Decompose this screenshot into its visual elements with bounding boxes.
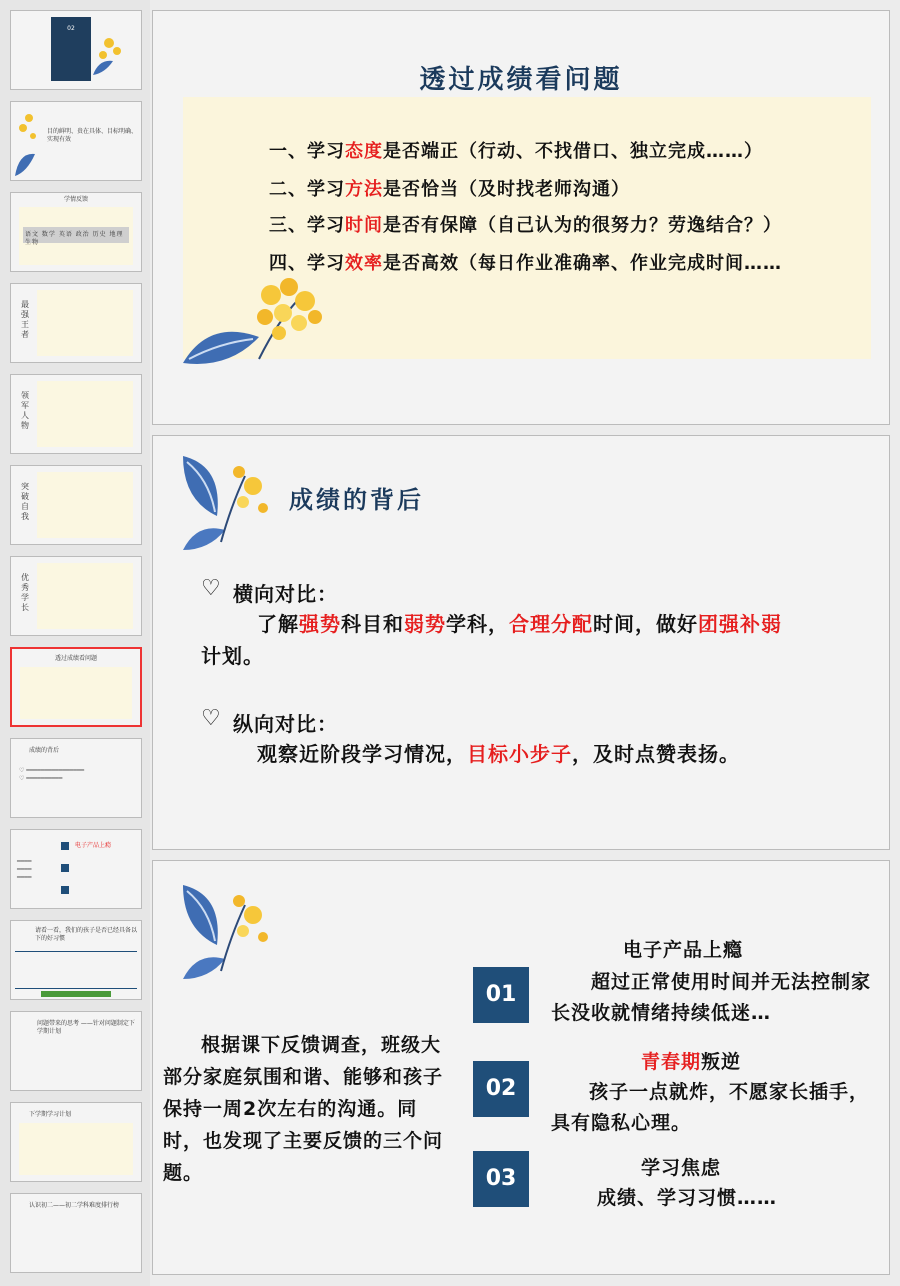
thumbnail-vertical-text: 最强王者 — [21, 300, 29, 339]
thumbnail-7[interactable] — [10, 556, 142, 636]
thumbnail-1[interactable] — [10, 10, 142, 90]
subject-row — [23, 227, 129, 246]
thumbnail-2[interactable] — [10, 101, 142, 181]
number-box-3: 03 — [473, 1151, 529, 1207]
thumbnail-14[interactable] — [10, 1193, 142, 1273]
issue-body-1: 超过正常使用时间并无法控制家长没收就情绪持续低迷… — [551, 971, 872, 1024]
issue-item-3: 三、学习时间是否有保障（自己认为的很努力？劳逸结合？） — [269, 215, 782, 236]
thumbnail-title: 下学期学习计划 — [29, 1111, 72, 1118]
slide-feedback-survey[interactable] — [152, 860, 890, 1275]
slide-transparent-grades[interactable] — [152, 10, 890, 425]
thumbnail-vertical-text: 突破自我 — [21, 482, 29, 521]
heart-icon: ♡ — [201, 576, 221, 601]
number-box-2: 02 — [473, 1061, 529, 1117]
vertical-compare-heading: 纵向对比： — [233, 712, 338, 736]
thumbnail-title: 学情反馈 — [63, 196, 88, 203]
slide-behind-grades[interactable] — [152, 435, 890, 850]
slide-title: 透过成绩看问题 — [419, 65, 623, 95]
thumbnail-9[interactable]: 成绩的背后 ♡ ━━━━━━━━━━━━━━━━ ♡ ━━━━━━━━━━ — [10, 738, 142, 818]
slide-thumbnail-panel — [0, 0, 150, 1286]
thumbnail-8-active[interactable] — [10, 647, 142, 727]
flower-icon — [13, 106, 43, 178]
thumbnail-title: 请看一看，我们的孩子是否已经具备以下的好习惯 — [35, 927, 138, 942]
issue-title-3: 学习焦虑 — [641, 1157, 722, 1179]
issue-title-2: 青春期叛逆 — [641, 1051, 742, 1073]
slide-title: 成绩的背后 — [289, 486, 424, 514]
thumbnail-vertical-text: 优秀学长 — [21, 573, 29, 612]
thumbnail-3[interactable] — [10, 192, 142, 272]
issue-item-2: 二、学习方法是否恰当（及时找老师沟通） — [269, 179, 630, 200]
subject-list: 语文 数学 英语 政治 历史 地理 生物 — [25, 231, 124, 246]
thumbnail-title: 认识初二——初二学科难度排行榜 — [29, 1202, 120, 1209]
number-box-1: 01 — [473, 967, 529, 1023]
survey-summary: 根据课下反馈调查，班级大部分家庭氛围和谐、能够和孩子保持一周2次左右的沟通。同时，也发现了主要反馈的三个问题。 — [163, 1034, 444, 1184]
thumbnail-title: 电子产品上瘾 — [75, 842, 112, 849]
flower-icon — [89, 29, 129, 79]
thumbnail-title: 成绩的背后 — [29, 747, 60, 754]
cover-number: 02 — [67, 25, 75, 32]
issue-item-4: 四、学习效率是否高效（每日作业准确率、作业完成时间…… — [269, 253, 782, 274]
thumbnail-10[interactable]: 电子产品上瘾 ━━━━ ━━━━ ━━━━ — [10, 829, 142, 909]
thumbnail-title: 问题带来的思考 ——针对问题制定下学期计划 — [37, 1020, 135, 1035]
thumbnail-text: 目的鲜明、贵在具体、目标明确、实现有效 — [47, 128, 138, 143]
vertical-compare-text: 观察近阶段学习情况，目标小步子，及时点赞表扬。 — [257, 742, 740, 766]
horizontal-compare-text-cont: 计划。 — [201, 644, 264, 668]
issue-item-1: 一、学习态度是否端正（行动、不找借口、独立完成……） — [269, 141, 763, 162]
heart-icon: ♡ — [201, 706, 221, 731]
thumbnail-13[interactable] — [10, 1102, 142, 1182]
issue-title-1: 电子产品上瘾 — [623, 939, 744, 961]
thumbnail-11[interactable] — [10, 920, 142, 1000]
horizontal-compare-text: 了解强势科目和弱势学科，合理分配时间，做好团强补弱 — [257, 612, 782, 636]
flower-decoration-icon — [173, 446, 283, 556]
flower-decoration-icon — [173, 875, 283, 985]
issue-body-3: 成绩、学习习惯…… — [597, 1187, 778, 1209]
flower-decoration-icon — [179, 259, 339, 369]
horizontal-compare-heading: 横向对比： — [233, 582, 338, 606]
cover-panel — [51, 17, 91, 81]
thumbnail-5[interactable] — [10, 374, 142, 454]
thumbnail-6[interactable] — [10, 465, 142, 545]
thumbnail-4[interactable] — [10, 283, 142, 363]
thumbnail-vertical-text: 领军人物 — [21, 391, 29, 430]
thumbnail-title: 透过成绩看问题 — [54, 655, 97, 662]
issue-body-2: 孩子一点就炸，不愿家长插手，具有隐私心理。 — [551, 1081, 870, 1134]
thumbnail-12[interactable] — [10, 1011, 142, 1091]
